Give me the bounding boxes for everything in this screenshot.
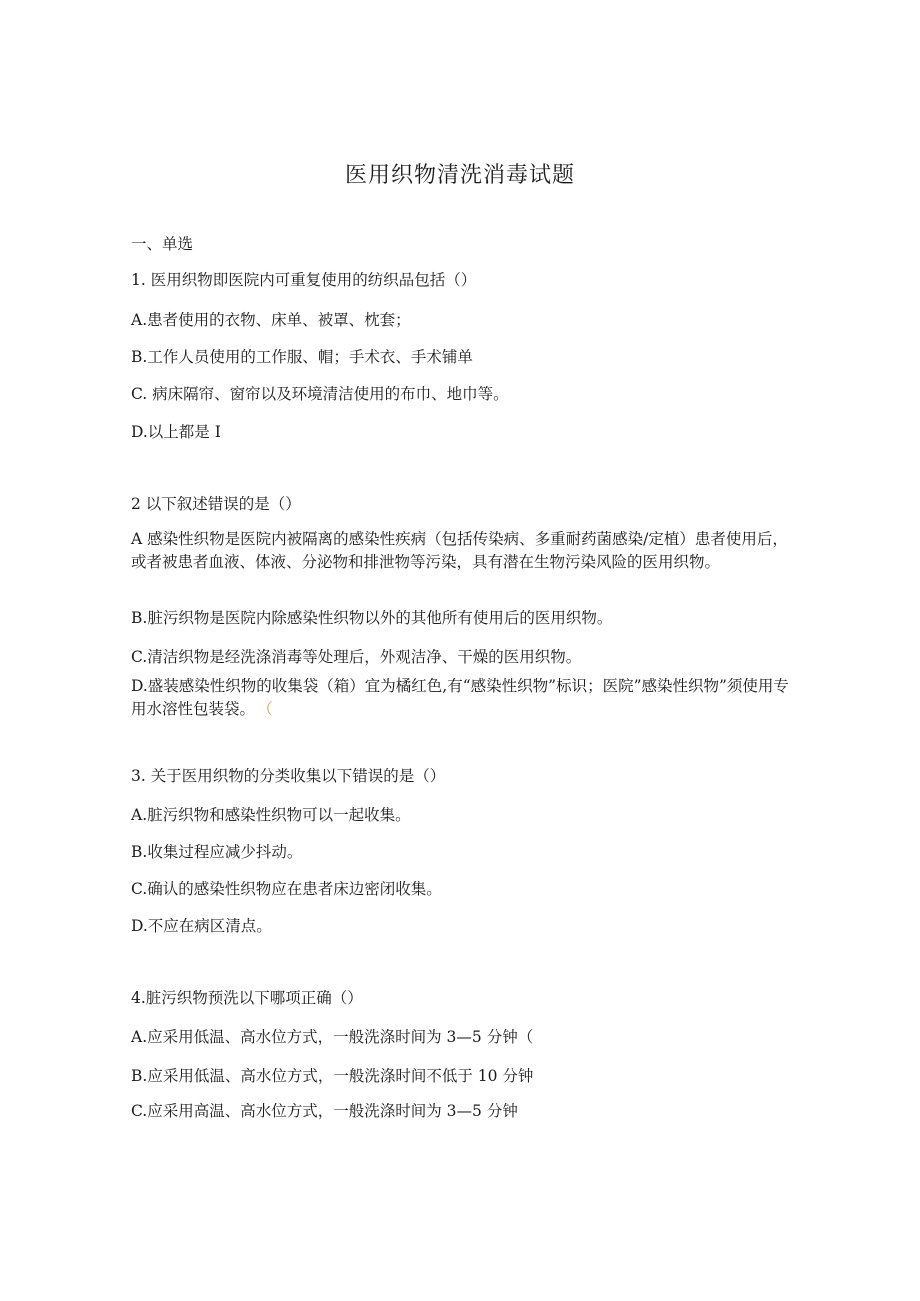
- question-3-option-c: C.确认的感染性织物应在患者床边密闭收集。: [131, 880, 442, 898]
- question-1-option-b: B.工作人员使用的工作服、帽；手术衣、手术铺单: [131, 348, 473, 366]
- question-3-stem: 3. 关于医用织物的分类收集以下错误的是（）: [131, 767, 446, 785]
- question-1-option-d: D.以上都是 I: [131, 423, 221, 441]
- question-1-stem: 1. 医用织物即医院内可重复使用的纺织品包括（）: [131, 271, 477, 289]
- question-2-option-d-text: D.盛装感染性织物的收集袋（箱）宜为橘红色,有“感染性织物”标识；医院”感染性织物”须使用专用水溶性包装袋。: [131, 677, 789, 718]
- question-2-option-a: A 感染性织物是医院内被隔离的感染性疾病（包括传染病、多重耐药菌感染/定植）患者使用后，或者被患者血液、体液、分泌物和排泄物等污染，具有潜在生物污染风险的医用织物。: [131, 530, 788, 571]
- document-title: 医用织物清洗消毒试题: [344, 163, 575, 188]
- section-heading: 一、单选: [131, 235, 194, 253]
- question-1-option-a: A.患者使用的衣物、床单、被罩、枕套；: [131, 311, 411, 329]
- question-2-option-c: C.清洁织物是经洗涤消毒等处理后，外观洁净、干燥的医用织物。: [131, 648, 582, 666]
- question-2-option-b: B.脏污织物是医院内除感染性织物以外的其他所有使用后的医用织物。: [131, 609, 613, 627]
- question-2-stem: 2 以下叙述错误的是（）: [131, 495, 301, 513]
- question-4-option-b: B.应采用低温、高水位方式，一般洗涤时间不低于 10 分钟: [131, 1067, 534, 1085]
- question-4-option-a: A.应采用低温、高水位方式，一般洗涤时间为 3—5 分钟（: [131, 1028, 534, 1046]
- question-1-option-c: C. 病床隔帘、窗帘以及环境清洁使用的布巾、地巾等。: [131, 385, 509, 403]
- question-3-option-a: A.脏污织物和感染性织物可以一起收集。: [131, 806, 411, 824]
- question-3-option-b: B.收集过程应减少抖动。: [131, 843, 303, 861]
- question-4-stem: 4.脏污织物预洗以下哪项正确（）: [131, 989, 363, 1007]
- trailing-bracket-mark: （: [265, 700, 273, 718]
- question-3-option-d: D.不应在病区清点。: [131, 917, 272, 935]
- question-4-option-c: C.应采用高温、高水位方式，一般洗涤时间为 3—5 分钟: [131, 1102, 518, 1120]
- question-2-option-d: [131, 675, 791, 721]
